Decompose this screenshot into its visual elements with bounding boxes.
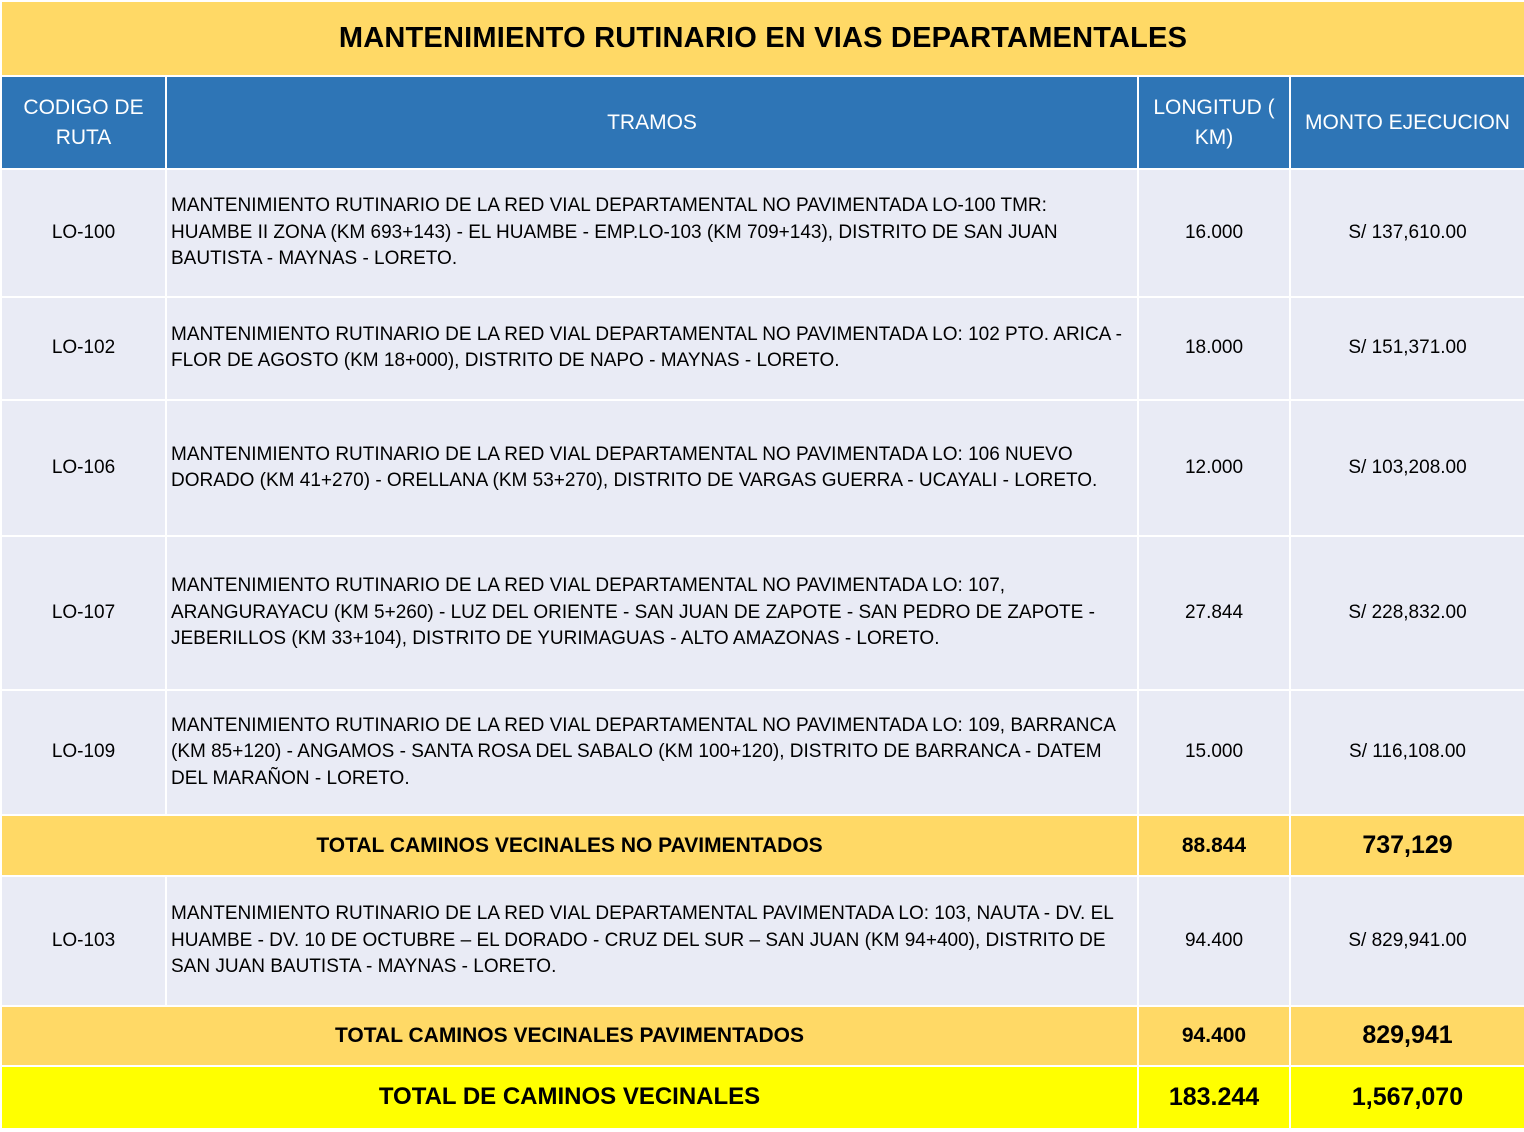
route-code: LO-106	[1, 400, 166, 536]
grand-total-amount: 1,567,070	[1290, 1066, 1524, 1129]
route-length: 18.000	[1138, 297, 1290, 400]
header-length: LONGITUD ( KM)	[1138, 76, 1290, 169]
route-description: MANTENIMIENTO RUTINARIO DE LA RED VIAL DEPARTAMENTAL NO PAVIMENTADA LO: 107, ARANGURAYACU (KM 5+260) - LUZ DEL ORIENTE - SAN JUAN DE ZAPOTE - SAN PEDRO DE ZAPOTE - JEBERILLOS (KM 33+104), DISTRITO DE YURIMAGUAS - ALTO AMAZONAS - LORETO.	[166, 536, 1138, 689]
route-description: MANTENIMIENTO RUTINARIO DE LA RED VIAL DEPARTAMENTAL NO PAVIMENTADA LO: 109, BARRANCA (KM 85+120) - ANGAMOS - SANTA ROSA DEL SABALO (KM 100+120), DISTRITO DE BARRANCA - DATEM DEL MARAÑON - LORETO.	[166, 690, 1138, 815]
route-code: LO-107	[1, 536, 166, 689]
route-description: MANTENIMIENTO RUTINARIO DE LA RED VIAL DEPARTAMENTAL NO PAVIMENTADA LO-100 TMR: HUAMBE II ZONA (KM 693+143) - EL HUAMBE - EMP.LO-103 (KM 709+143), DISTRITO DE SAN JUAN BAUTISTA - MAYNAS - LORETO.	[166, 169, 1138, 296]
route-amount: S/ 103,208.00	[1290, 400, 1524, 536]
route-amount: S/ 228,832.00	[1290, 536, 1524, 689]
paved-total-label: TOTAL CAMINOS VECINALES PAVIMENTADOS	[1, 1006, 1138, 1066]
route-amount: S/ 151,371.00	[1290, 297, 1524, 400]
table-title: MANTENIMIENTO RUTINARIO EN VIAS DEPARTAMENTALES	[1, 1, 1524, 76]
route-code: LO-102	[1, 297, 166, 400]
route-length: 16.000	[1138, 169, 1290, 296]
route-length: 27.844	[1138, 536, 1290, 689]
table-row	[1, 297, 1524, 400]
header-amount: MONTO EJECUCION	[1290, 76, 1524, 169]
unpaved-total-amount: 737,129	[1290, 815, 1524, 876]
table-row	[1, 690, 1524, 815]
table-row	[1, 536, 1524, 689]
route-length: 12.000	[1138, 400, 1290, 536]
paved-total-row	[1, 1006, 1524, 1066]
paved-total-amount: 829,941	[1290, 1006, 1524, 1066]
table-row	[1, 876, 1524, 1005]
paved-total-length: 94.400	[1138, 1006, 1290, 1066]
grand-total-label: TOTAL DE CAMINOS VECINALES	[1, 1066, 1138, 1129]
route-code: LO-103	[1, 876, 166, 1005]
route-description: MANTENIMIENTO RUTINARIO DE LA RED VIAL DEPARTAMENTAL NO PAVIMENTADA LO: 106 NUEVO DORADO (KM 41+270) - ORELLANA (KM 53+270), DISTRITO DE VARGAS GUERRA - UCAYALI - LORETO.	[166, 400, 1138, 536]
unpaved-total-label: TOTAL CAMINOS VECINALES NO PAVIMENTADOS	[1, 815, 1138, 876]
unpaved-total-row	[1, 815, 1524, 876]
table-row	[1, 169, 1524, 296]
route-amount: S/ 829,941.00	[1290, 876, 1524, 1005]
grand-total-length: 183.244	[1138, 1066, 1290, 1129]
header-tramos: TRAMOS	[166, 76, 1138, 169]
route-code: LO-100	[1, 169, 166, 296]
unpaved-total-length: 88.844	[1138, 815, 1290, 876]
title-row	[1, 1, 1524, 76]
grand-total-row	[1, 1066, 1524, 1129]
route-length: 15.000	[1138, 690, 1290, 815]
route-length: 94.400	[1138, 876, 1290, 1005]
header-row	[1, 76, 1524, 169]
route-amount: S/ 116,108.00	[1290, 690, 1524, 815]
route-description: MANTENIMIENTO RUTINARIO DE LA RED VIAL DEPARTAMENTAL NO PAVIMENTADA LO: 102 PTO. ARICA - FLOR DE AGOSTO (KM 18+000), DISTRITO DE NAPO - MAYNAS - LORETO.	[166, 297, 1138, 400]
header-code: CODIGO DE RUTA	[1, 76, 166, 169]
route-code: LO-109	[1, 690, 166, 815]
route-amount: S/ 137,610.00	[1290, 169, 1524, 296]
table-row	[1, 400, 1524, 536]
route-description: MANTENIMIENTO RUTINARIO DE LA RED VIAL DEPARTAMENTAL PAVIMENTADA LO: 103, NAUTA - DV. EL HUAMBE - DV. 10 DE OCTUBRE – EL DORADO - CRUZ DEL SUR – SAN JUAN (KM 94+400), DISTRITO DE SAN JUAN BAUTISTA - MAYNAS - LORETO.	[166, 876, 1138, 1005]
